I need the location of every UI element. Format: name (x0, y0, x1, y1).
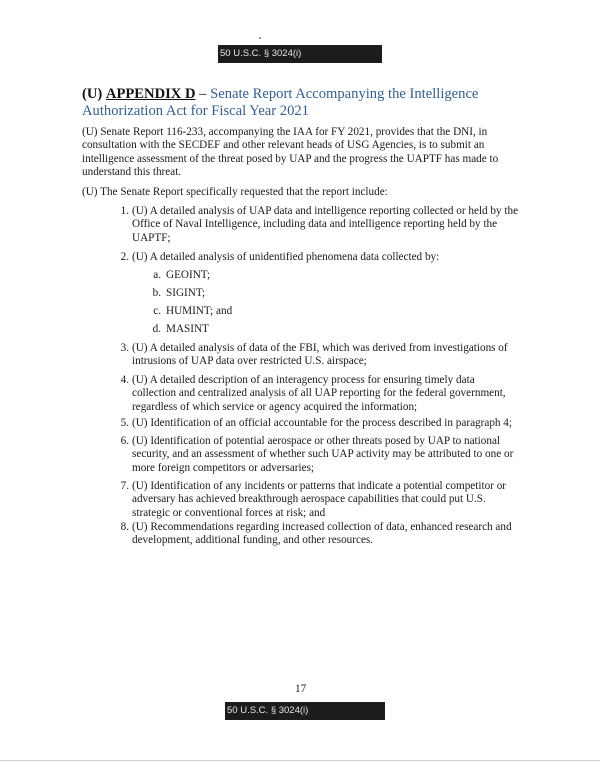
sub-item-text: SIGINT; (166, 287, 206, 299)
item-number: 5. (120, 417, 129, 429)
list-item (120, 435, 524, 475)
item-number: 4. (120, 374, 129, 386)
item-text: (U) Recommendations regarding increased collection of data, enhanced research and development, additional funding, and other resources. (132, 521, 512, 547)
heading-label: (U) (82, 86, 103, 102)
heading-appendix: APPENDIX D (105, 86, 196, 102)
heading-title: Senate Report Accompanying the Intelligence Authorization Act for Fiscal Year 2021 (82, 86, 479, 119)
sub-item-letter: c. (153, 305, 161, 317)
item-number: 7. (120, 480, 129, 492)
item-number: 8. (120, 521, 129, 533)
classification-banner-bottom: 50 U.S.C. § 3024(i) (225, 702, 385, 720)
intro-paragraph: (U) Senate Report 116-233, accompanying the IAA for FY 2021, provides that the DNI, in consultation with the SECDEF and other relevant heads of USG Agencies, is to submit an intelligence assessment of the threat posed by UAP and the progress the UAPTF has made to understand this threat. (82, 126, 499, 178)
sub-list-item (153, 269, 211, 282)
list-item (120, 521, 524, 548)
sub-item-text: GEOINT; (166, 269, 211, 281)
scan-speck (259, 37, 261, 39)
sub-item-letter: a. (153, 269, 161, 281)
sub-item-letter: b. (152, 287, 161, 299)
item-text: (U) A detailed description of an interagency process for ensuring timely data collection and centralized analysis of all UAP reporting for the federal government, regardless of which service or agency acquired the information; (132, 374, 506, 413)
sub-list-item (153, 305, 233, 318)
list-item (120, 251, 520, 264)
sub-item-text: MASINT (166, 323, 209, 335)
heading-dash: – (199, 86, 207, 102)
item-text: (U) A detailed analysis of UAP data and intelligence reporting collected or held by the Office of Naval Intelligence, including data and intelligence reporting held by the UAPTF; (132, 205, 519, 244)
list-item (120, 417, 532, 430)
item-number: 1. (120, 205, 129, 217)
list-item (120, 205, 520, 245)
appendix-heading (82, 86, 522, 119)
list-item (120, 342, 518, 369)
item-text: (U) A detailed analysis of unidentified phenomena data collected by: (132, 251, 440, 263)
item-number: 3. (120, 342, 129, 354)
item-text: (U) Identification of potential aerospace or other threats posed by UAP to national security, and an assessment of whether such UAP activity may be attributed to one or more foreign competitors or adversaries; (132, 435, 514, 474)
list-item (120, 480, 518, 520)
item-text: (U) A detailed analysis of data of the FBI, which was derived from investigations of intrusions of UAP data over restricted U.S. airspace; (132, 342, 508, 368)
sub-item-letter: d. (152, 323, 161, 335)
sub-item-text: HUMINT; and (166, 305, 233, 317)
item-text: (U) Identification of any incidents or patterns that indicate a potential competitor or adversary has achieved breakthrough aerospace capabilities that could put U.S. strategic or conventional forces at risk; and (132, 480, 507, 519)
sub-list-item (152, 323, 209, 336)
item-number: 6. (120, 435, 129, 447)
classification-banner-top: 50 U.S.C. § 3024(i) (218, 45, 382, 63)
page-edge-line (0, 760, 600, 761)
list-item (120, 374, 518, 414)
item-text: (U) Identification of an official accountable for the process described in paragraph 4; (132, 417, 513, 429)
item-number: 2. (120, 251, 129, 263)
page-number: 17 (295, 683, 307, 695)
sub-list-item (152, 287, 206, 300)
lead-paragraph: (U) The Senate Report specifically requested that the report include: (82, 186, 388, 198)
